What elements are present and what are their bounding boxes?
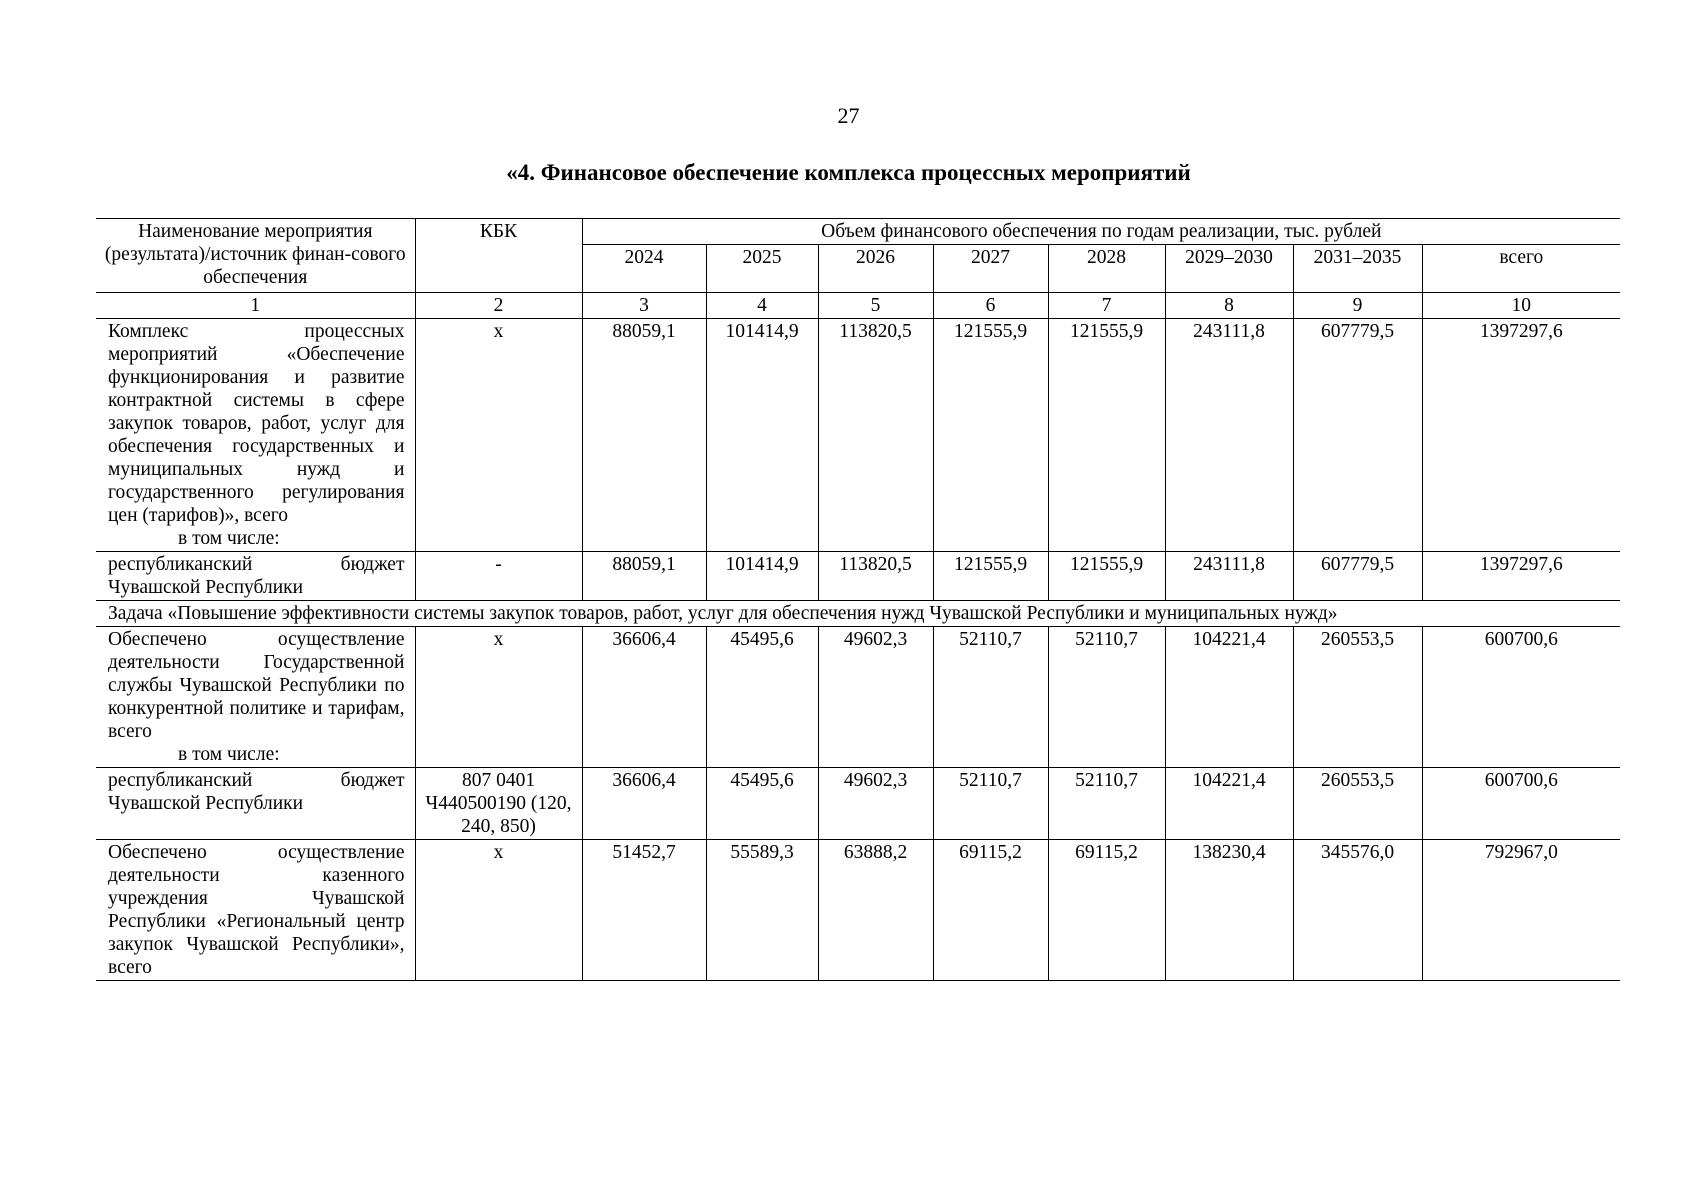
row-note: в том числе: bbox=[178, 528, 280, 549]
header-name: Наименование мероприятия (результата)/источник финан-сового обеспечения bbox=[96, 219, 415, 293]
document-title: «4. Финансовое обеспечение комплекса процессных мероприятий bbox=[506, 160, 1191, 185]
col-number: 2 bbox=[415, 293, 582, 319]
row-value: 121555,9 bbox=[933, 552, 1048, 601]
row-value: 63888,2 bbox=[818, 840, 933, 981]
row-value: 121555,9 bbox=[1048, 552, 1165, 601]
row-value: 243111,8 bbox=[1165, 319, 1293, 552]
col-number: 5 bbox=[818, 293, 933, 319]
row-name-cell bbox=[96, 840, 415, 981]
row-name-cell bbox=[96, 627, 415, 768]
row-value: 607779,5 bbox=[1293, 319, 1422, 552]
col-number: 7 bbox=[1048, 293, 1165, 319]
row-value: 792967,0 bbox=[1422, 840, 1620, 981]
row-kbk: x bbox=[415, 319, 582, 552]
financing-table bbox=[96, 218, 1620, 981]
row-value: 1397297,6 bbox=[1422, 552, 1620, 601]
header-row-1 bbox=[96, 219, 1620, 245]
row-value: 52110,7 bbox=[933, 627, 1048, 768]
row-value: 45495,6 bbox=[706, 627, 818, 768]
row-value: 243111,8 bbox=[1165, 552, 1293, 601]
row-value: 345576,0 bbox=[1293, 840, 1422, 981]
row-value: 52110,7 bbox=[1048, 768, 1165, 840]
row-value: 49602,3 bbox=[818, 627, 933, 768]
row-value: 1397297,6 bbox=[1422, 319, 1620, 552]
row-value: 52110,7 bbox=[1048, 627, 1165, 768]
row-name-cell bbox=[96, 319, 415, 552]
row-value: 260553,5 bbox=[1293, 768, 1422, 840]
header-year: 2027 bbox=[933, 245, 1048, 293]
col-number: 4 bbox=[706, 293, 818, 319]
table-row bbox=[96, 627, 1620, 768]
col-number: 6 bbox=[933, 293, 1048, 319]
column-number-row bbox=[96, 293, 1620, 319]
col-number: 3 bbox=[582, 293, 706, 319]
row-name: Комплекс процессных мероприятий «Обеспечение функционирования и развитие контрактной системы в сфере закупок товаров, работ, услуг для обеспечения государственных и муниципальных нужд и государственного регулирования цен (тарифов)», всего bbox=[108, 321, 405, 526]
table-row bbox=[96, 768, 1620, 840]
row-value: 607779,5 bbox=[1293, 552, 1422, 601]
table-row bbox=[96, 319, 1620, 552]
page-number: 27 bbox=[837, 103, 860, 128]
row-value: 121555,9 bbox=[1048, 319, 1165, 552]
row-value: 101414,9 bbox=[706, 552, 818, 601]
col-number: 10 bbox=[1422, 293, 1620, 319]
row-value: 51452,7 bbox=[582, 840, 706, 981]
row-value: 104221,4 bbox=[1165, 768, 1293, 840]
row-value: 49602,3 bbox=[818, 768, 933, 840]
row-value: 121555,9 bbox=[933, 319, 1048, 552]
header-year: всего bbox=[1422, 245, 1620, 293]
row-value: 113820,5 bbox=[818, 552, 933, 601]
row-kbk: x bbox=[415, 627, 582, 768]
row-value: 260553,5 bbox=[1293, 627, 1422, 768]
row-value: 69115,2 bbox=[1048, 840, 1165, 981]
row-value: 138230,4 bbox=[1165, 840, 1293, 981]
header-volume: Объем финансового обеспечения по годам реализации, тыс. рублей bbox=[582, 219, 1620, 245]
row-value: 104221,4 bbox=[1165, 627, 1293, 768]
row-value: 52110,7 bbox=[933, 768, 1048, 840]
header-year: 2029–2030 bbox=[1165, 245, 1293, 293]
row-name: Обеспечено осуществление деятельности Государственной службы Чувашской Республики по конкурентной политике и тарифам, всего bbox=[108, 629, 405, 742]
col-number: 1 bbox=[96, 293, 415, 319]
row-name: республиканский бюджет Чувашской Республики bbox=[108, 770, 405, 814]
row-kbk: 807 0401 Ч440500190 (120, 240, 850) bbox=[415, 768, 582, 840]
row-name-cell bbox=[96, 768, 415, 840]
header-year: 2028 bbox=[1048, 245, 1165, 293]
header-year: 2031–2035 bbox=[1293, 245, 1422, 293]
row-value: 600700,6 bbox=[1422, 627, 1620, 768]
row-value: 45495,6 bbox=[706, 768, 818, 840]
col-number: 8 bbox=[1165, 293, 1293, 319]
row-kbk: x bbox=[415, 840, 582, 981]
task-row bbox=[96, 601, 1620, 627]
row-value: 88059,1 bbox=[582, 552, 706, 601]
row-name: республиканский бюджет Чувашской Республики bbox=[108, 554, 405, 598]
row-value: 69115,2 bbox=[933, 840, 1048, 981]
header-kbk: КБК bbox=[415, 219, 582, 293]
row-note: в том числе: bbox=[178, 744, 280, 765]
header-year: 2025 bbox=[706, 245, 818, 293]
row-name: Обеспечено осуществление деятельности казенного учреждения Чувашской Республики «Региональный центр закупок Чувашской Республики», всего bbox=[108, 842, 405, 978]
row-value: 101414,9 bbox=[706, 319, 818, 552]
row-value: 36606,4 bbox=[582, 627, 706, 768]
header-year: 2026 bbox=[818, 245, 933, 293]
task-text: Задача «Повышение эффективности системы закупок товаров, работ, услуг для обеспечения нужд Чувашской Республики и муниципальных нужд» bbox=[108, 603, 1338, 624]
row-value: 113820,5 bbox=[818, 319, 933, 552]
table-row bbox=[96, 552, 1620, 601]
header-year: 2024 bbox=[582, 245, 706, 293]
row-name-cell bbox=[96, 552, 415, 601]
row-value: 88059,1 bbox=[582, 319, 706, 552]
row-value: 55589,3 bbox=[706, 840, 818, 981]
col-number: 9 bbox=[1293, 293, 1422, 319]
row-kbk: - bbox=[415, 552, 582, 601]
row-value: 600700,6 bbox=[1422, 768, 1620, 840]
table-row bbox=[96, 840, 1620, 981]
row-value: 36606,4 bbox=[582, 768, 706, 840]
